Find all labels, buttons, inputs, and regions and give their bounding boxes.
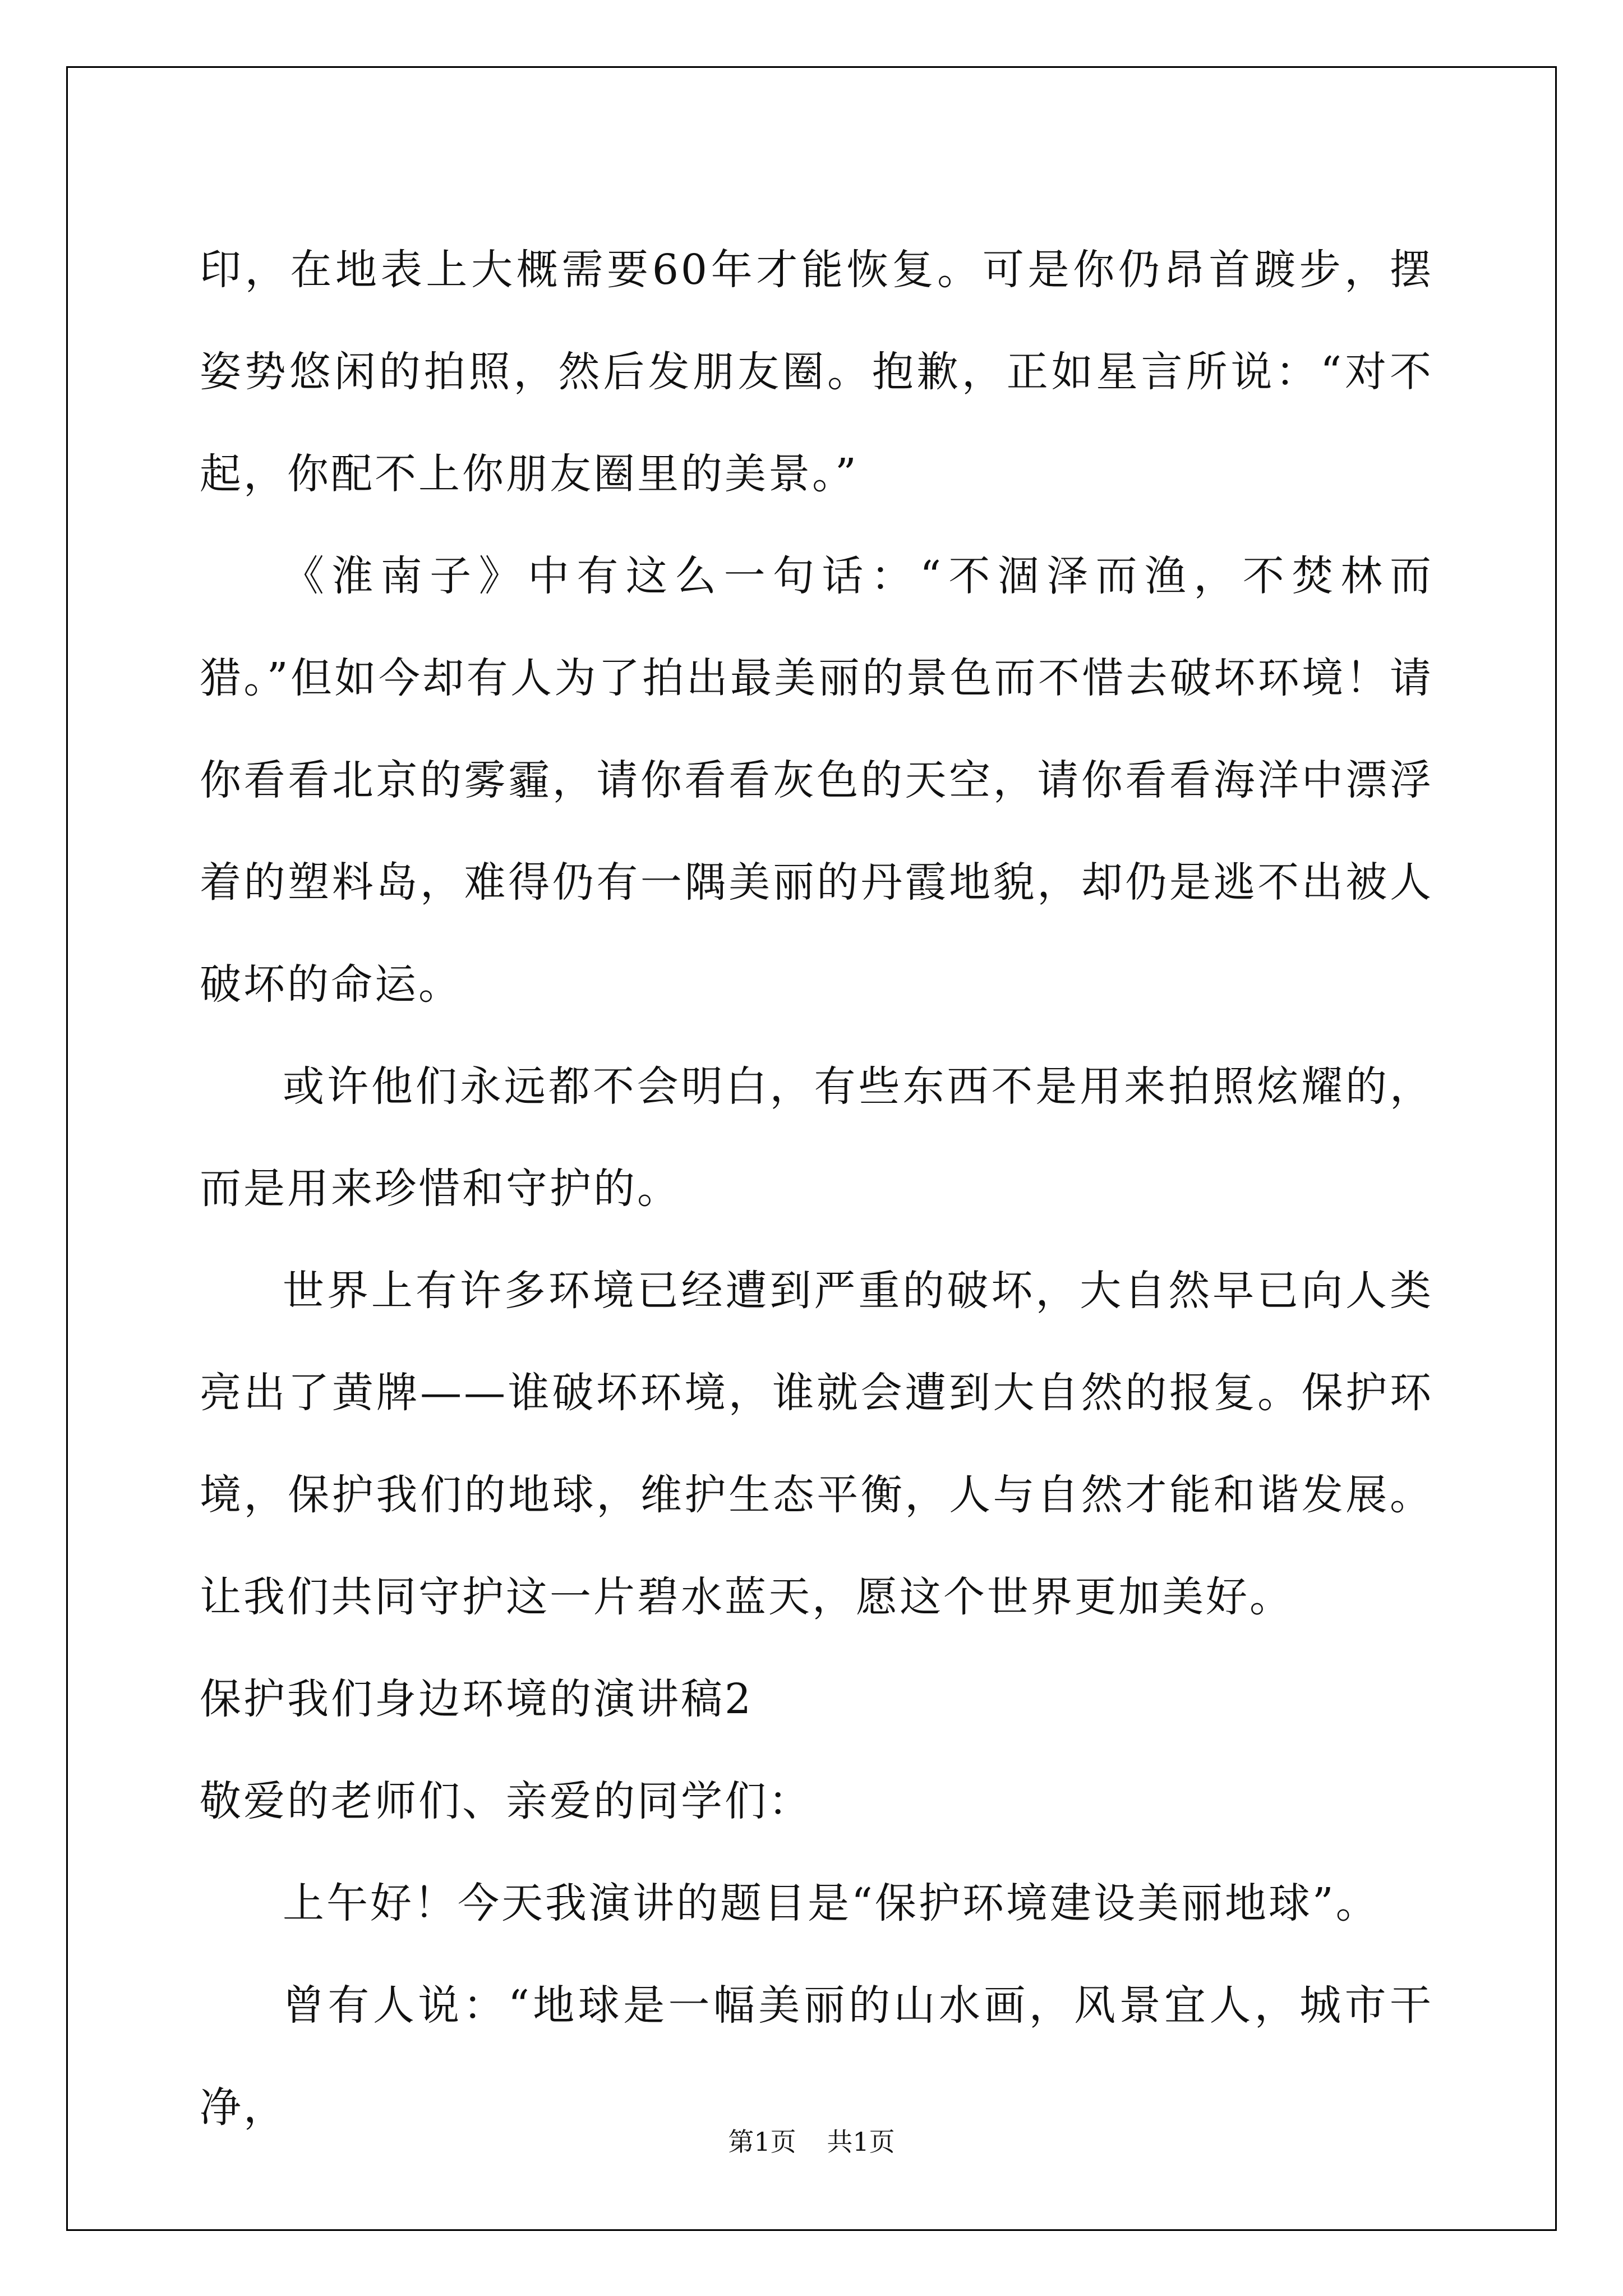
paragraph-quote: 曾有人说：“地球是一幅美丽的山水画，风景宜人，城市干净， xyxy=(200,1981,1433,2132)
paragraph-4: 世界上有许多环境已经遭到严重的破坏，大自然早已向人类亮出了黄牌——谁破坏环境，谁就会遭到大自然的报复。保护环境，保护我们的地球，维护生态平衡，人与自然才能和谐发展。让我们共同守护这一片碧水蓝天，愿这个世界更加美好。 xyxy=(200,1267,1433,1621)
paragraph-1: 印，在地表上大概需要60年才能恢复。可是你仍昂首踱步，摆姿势悠闲的拍照，然后发朋友圈。抱歉，正如星言所说：“对不起，你配不上你朋友圈里的美景。” xyxy=(200,246,1433,498)
page-footer xyxy=(0,2125,1623,2159)
section-title: 保护我们身边环境的演讲稿2 xyxy=(200,1675,754,1723)
page-number: 第1页 xyxy=(728,2127,796,2157)
page-total: 共1页 xyxy=(827,2127,895,2157)
document-body xyxy=(200,219,1433,2159)
paragraph-3: 或许他们永远都不会明白，有些东西不是用来拍照炫耀的，而是用来珍惜和守护的。 xyxy=(200,1062,1433,1213)
salutation: 敬爱的老师们、亲爱的同学们： xyxy=(200,1777,812,1825)
paragraph-greeting: 上午好！今天我演讲的题目是“保护环境建设美丽地球”。 xyxy=(283,1879,1380,1927)
paragraph-2: 《淮南子》中有这么一句话：“不涸泽而渔，不焚林而猎。”但如今却有人为了拍出最美丽的景色而不惜去破坏环境！请你看看北京的雾霾，请你看看灰色的天空，请你看看海洋中漂浮着的塑料岛，难得仍有一隅美丽的丹霞地貌，却仍是逃不出被人破坏的命运。 xyxy=(200,552,1433,1009)
